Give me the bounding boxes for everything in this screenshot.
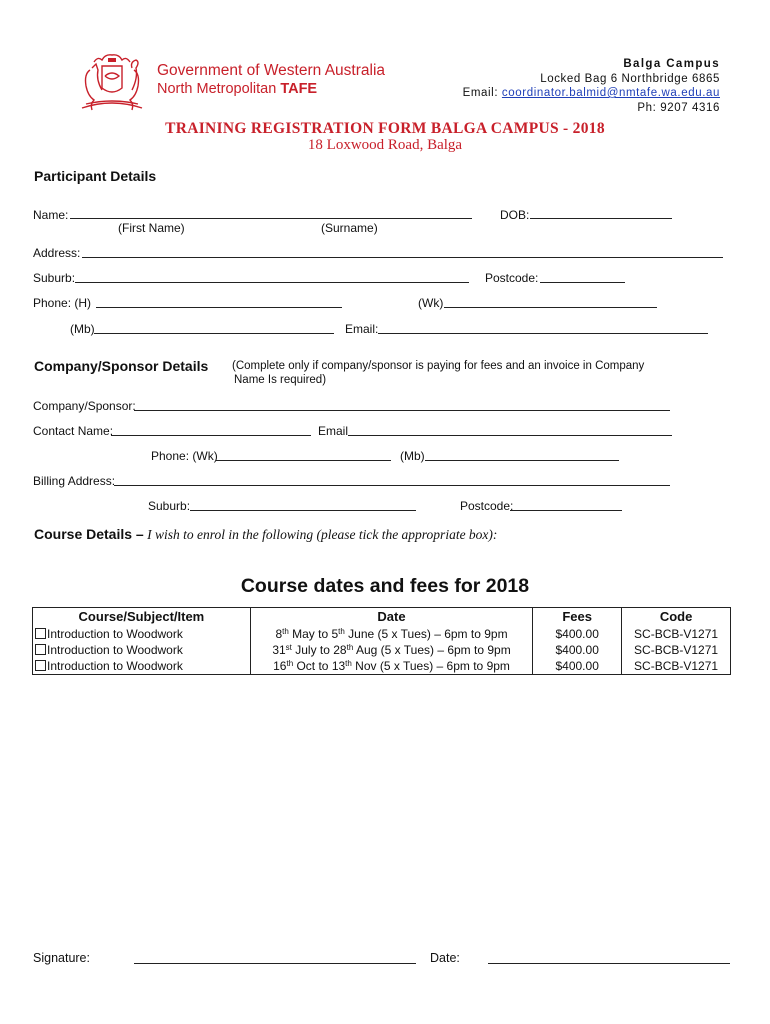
form-title: TRAINING REGISTRATION FORM BALGA CAMPUS - 2018 [165, 120, 605, 137]
table-row [33, 642, 731, 658]
company-postcode-field[interactable] [510, 510, 622, 511]
gov-line-2: North Metropolitan TAFE [157, 81, 318, 97]
signature-field[interactable] [134, 963, 416, 964]
phone-home-label: Phone: (H) [33, 296, 92, 310]
contact-name-label: Contact Name: [33, 424, 114, 438]
phone-home-field[interactable] [96, 307, 342, 308]
table-row [33, 626, 731, 642]
suburb-label: Suburb: [33, 271, 76, 285]
course-details-instruction: I wish to enrol in the following (please tick the appropriate box): [143, 527, 498, 542]
dob-label: DOB: [500, 208, 530, 222]
company-postcode-label: Postcode: [460, 499, 514, 513]
company-phone-work-field[interactable] [216, 460, 391, 461]
company-email-field[interactable] [348, 435, 672, 436]
participant-details-heading: Participant Details [34, 168, 157, 184]
date-label: Date: [430, 951, 460, 965]
company-suburb-field[interactable] [190, 510, 416, 511]
table-header-row [33, 608, 731, 626]
course-checkbox[interactable] [35, 660, 46, 671]
course-details-line [34, 526, 497, 543]
mobile-field[interactable] [94, 333, 334, 334]
name-label: Name: [33, 208, 69, 222]
first-name-hint: (First Name) [118, 221, 185, 235]
course-fee-cell: $400.00 [533, 658, 622, 675]
postcode-field[interactable] [540, 282, 625, 283]
campus-contact-block [463, 57, 720, 115]
campus-email-link[interactable]: coordinator.balmid@nmtafe.wa.edu.au [501, 87, 720, 99]
wa-coat-of-arms-logo [72, 52, 152, 114]
course-date-cell: 16th Oct to 13th Nov (5 x Tues) – 6pm to 9pm [250, 658, 532, 675]
course-code-cell: SC-BCB-V1271 [622, 642, 731, 658]
company-sponsor-field[interactable] [134, 410, 670, 411]
course-item-cell: Introduction to Woodwork [33, 626, 251, 642]
course-fee-cell: $400.00 [533, 626, 622, 642]
course-code-cell: SC-BCB-V1271 [622, 626, 731, 642]
course-date-cell: 8th May to 5th June (5 x Tues) – 6pm to 9pm [250, 626, 532, 642]
email-field[interactable] [378, 333, 708, 334]
phone-work-field[interactable] [444, 307, 657, 308]
company-sponsor-label: Company/Sponsor: [33, 399, 136, 413]
company-mobile-label: (Mb) [400, 449, 425, 463]
date-field[interactable] [488, 963, 730, 964]
company-note-line-1: (Complete only if company/sponsor is paying for fees and an invoice in Company [232, 360, 645, 372]
course-table [32, 607, 731, 675]
form-subtitle-address: 18 Loxwood Road, Balga [307, 137, 463, 153]
government-name [157, 62, 385, 98]
company-note-line-2: Name Is required) [234, 374, 327, 386]
col-header-code: Code [622, 608, 731, 626]
billing-address-field[interactable] [114, 485, 670, 486]
col-header-date: Date [250, 608, 532, 626]
name-field[interactable] [70, 218, 472, 219]
surname-hint: (Surname) [321, 221, 378, 235]
email-label: Email: [345, 322, 379, 336]
postcode-label: Postcode: [485, 271, 539, 285]
campus-address: Locked Bag 6 Northbridge 6865 [540, 72, 720, 85]
billing-address-label: Billing Address: [33, 474, 116, 488]
course-details-heading: Course Details – [34, 526, 144, 542]
contact-name-field[interactable] [111, 435, 311, 436]
phone-work-label: (Wk) [418, 296, 444, 310]
campus-email-line: Email: coordinator.balmid@nmtafe.wa.edu.au [462, 87, 720, 99]
campus-name: Balga Campus [623, 58, 720, 70]
company-sponsor-heading: Company/Sponsor Details [34, 358, 209, 374]
address-field[interactable] [82, 257, 723, 258]
col-header-course: Course/Subject/Item [33, 608, 251, 626]
mobile-label: (Mb) [70, 322, 95, 336]
company-suburb-label: Suburb: [148, 499, 191, 513]
course-checkbox[interactable] [35, 644, 46, 655]
company-email-label: Email [318, 424, 349, 438]
address-label: Address: [33, 246, 81, 260]
suburb-field[interactable] [75, 282, 469, 283]
course-item-cell: Introduction to Woodwork [33, 642, 251, 658]
course-code-cell: SC-BCB-V1271 [622, 658, 731, 675]
course-checkbox[interactable] [35, 628, 46, 639]
gov-line-1: Government of Western Australia [157, 62, 386, 79]
course-date-cell: 31st July to 28th Aug (5 x Tues) – 6pm to 9pm [250, 642, 532, 658]
campus-phone: Ph: 9207 4316 [637, 101, 720, 114]
course-dates-fees-title: Course dates and fees for 2018 [240, 575, 530, 597]
dob-field[interactable] [530, 218, 672, 219]
table-row [33, 658, 731, 675]
course-fee-cell: $400.00 [533, 642, 622, 658]
signature-label: Signature: [33, 951, 90, 965]
company-phone-work-label: Phone: (Wk) [151, 449, 218, 463]
course-item-cell: Introduction to Woodwork [33, 658, 251, 675]
company-mobile-field[interactable] [425, 460, 619, 461]
col-header-fees: Fees [533, 608, 622, 626]
